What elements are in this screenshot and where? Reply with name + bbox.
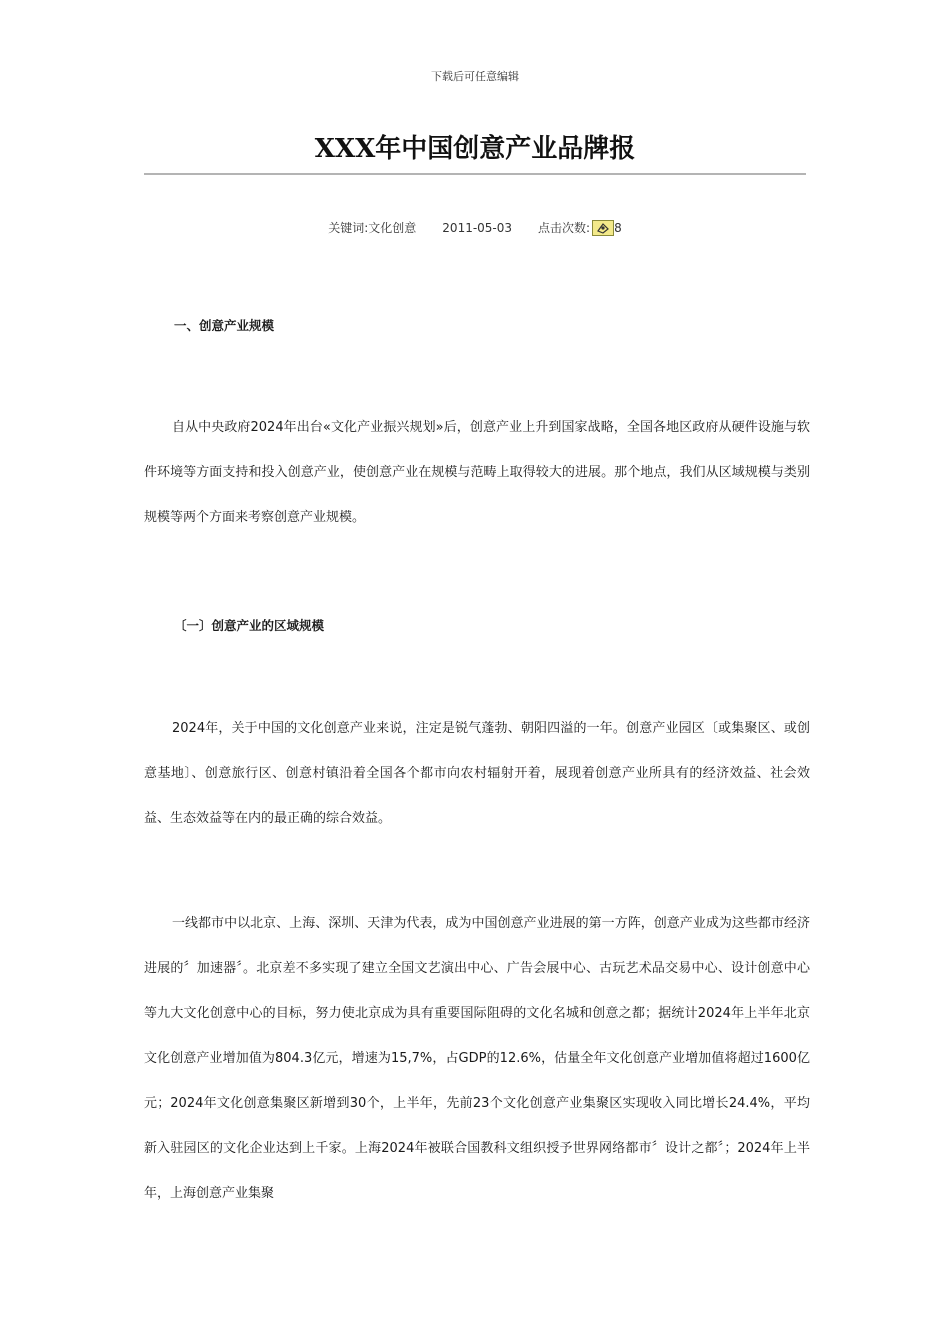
- paragraph: 2024年，关于中国的文化创意产业来说，注定是锐气蓬勃、朝阳四溢的一年。创意产业园区〔或集聚区、或创意基地〕、创意旅行区、创意村镇沿着全国各个都市向农村辐射开着，展现着创意产业所具有的经济效益、社会效益、生态效益等在内的最正确的综合效益。: [144, 721, 810, 826]
- header-note: 下载后可任意编辑: [431, 70, 519, 83]
- publish-date: 2011-05-03: [442, 220, 513, 235]
- paragraph: 一线都市中以北京、上海、深圳、天津为代表，成为中国创意产业进展的第一方阵，创意产业成为这些都市经济进展的〞加速器〞。北京差不多实现了建立全国文艺演出中心、广告会展中心、古玩艺术品交易中心、设计创意中心等九大文化创意中心的目标，努力使北京成为具有重要国际阻碍的文化名城和创意之都；据统计2024年上半年北京文化创意产业增加值为804.3亿元，增速为15,7%，占GDP的12.6%，估量全年文化创意产业增加值将超过1600亿元；2024年文化创意集聚区新增到30个，上半年，先前23个文化创意产业集聚区实现收入同比增长24.4%，平均新入驻园区的文化企业达到上千家。上海2024年被联合国教科文组织授予世界网络都市〞设计之都〞；2024年上半年，上海创意产业集聚: [144, 916, 810, 1201]
- article-meta: [0, 219, 950, 236]
- document-title: XXX年中国创意产业品牌报: [314, 134, 636, 164]
- section-2: [144, 616, 810, 634]
- title-divider: [144, 173, 806, 175]
- section-2-body: [144, 706, 810, 841]
- section-heading: 一、创意产业规模: [174, 318, 275, 333]
- keywords-label: 关键词:文化创意: [328, 221, 417, 235]
- section-1-body: [144, 405, 810, 540]
- section-2-body-2: [144, 901, 810, 1216]
- section-heading: 〔一〕创意产业的区域规模: [174, 618, 325, 633]
- hits-value: 8: [614, 220, 622, 235]
- hits-label: 点击次数:: [538, 221, 591, 235]
- paragraph: 自从中央政府2024年出台«文化产业振兴规划»后，创意产业上升到国家战略，全国各地区政府从硬件设施与软件环境等方面支持和投入创意产业，使创意产业在规模与范畴上取得较大的进展。那个地点，我们从区域规模与类别规模等两个方面来考察创意产业规模。: [144, 420, 810, 525]
- section-1: [144, 316, 810, 334]
- counter-icon: [592, 220, 614, 236]
